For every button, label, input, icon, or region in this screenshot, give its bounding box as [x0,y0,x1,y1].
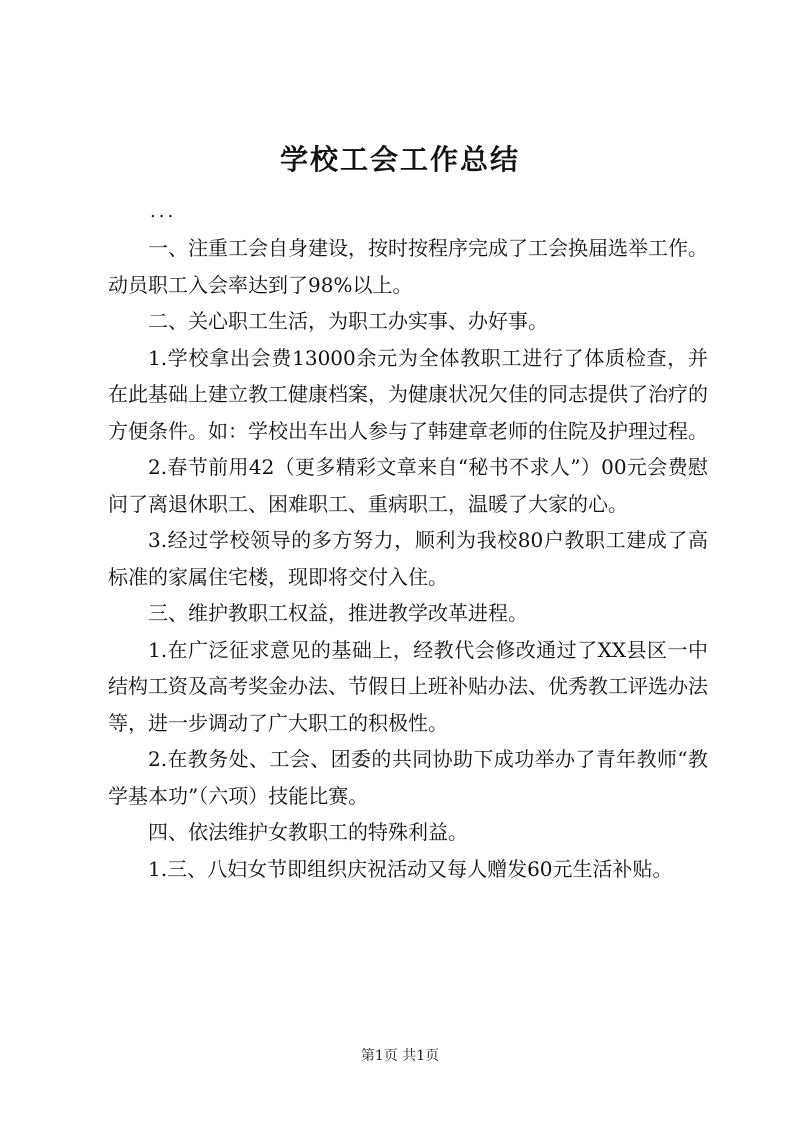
paragraph: 一、注重工会自身建设，按时按程序完成了工会换届选举工作。动员职工入会率达到了98%以上。 [108,236,708,297]
paragraph: 2.春节前用42（更多精彩文章来自“秘书不求人”）00元会费慰问了离退休职工、困难职工、重病职工，温暖了大家的心。 [108,455,708,516]
page-footer: 第1页 共1页 [360,1048,440,1064]
paragraph: 三、维护教职工权益，推进教学改革进程。 [148,601,528,625]
paragraph: 2.在教务处、工会、团委的共同协助下成功举办了青年教师“教学基本功”（六项）技能比赛。 [108,747,708,808]
paragraph: 四、依法维护女教职工的特殊利益。 [148,820,468,844]
paragraph: 1.三、八妇女节即组织庆祝活动又每人赠发60元生活补贴。 [148,856,673,881]
document-title: 学校工会工作总结 [279,143,520,176]
paragraph: 1.在广泛征求意见的基础上，经教代会修改通过了XX县区一中结构工资及高考奖金办法、节假日上班补贴办法、优秀教工评选办法等，进一步调动了广大职工的积极性。 [108,637,708,735]
ellipsis-marker: ... [150,201,177,222]
paragraph: 3.经过学校领导的多方努力，顺利为我校80户教职工建成了高标准的家属住宅楼，现即将交付入住。 [108,528,708,589]
paragraph: 1.学校拿出会费13000余元为全体教职工进行了体质检查，并在此基础上建立教工健康档案，为健康状况欠佳的同志提供了治疗的方便条件。如：学校出车出人参与了韩建章老师的住院及护理过程。 [108,345,708,443]
document-body [108,230,708,887]
paragraph: 二、关心职工生活，为职工办实事、办好事。 [148,309,548,333]
